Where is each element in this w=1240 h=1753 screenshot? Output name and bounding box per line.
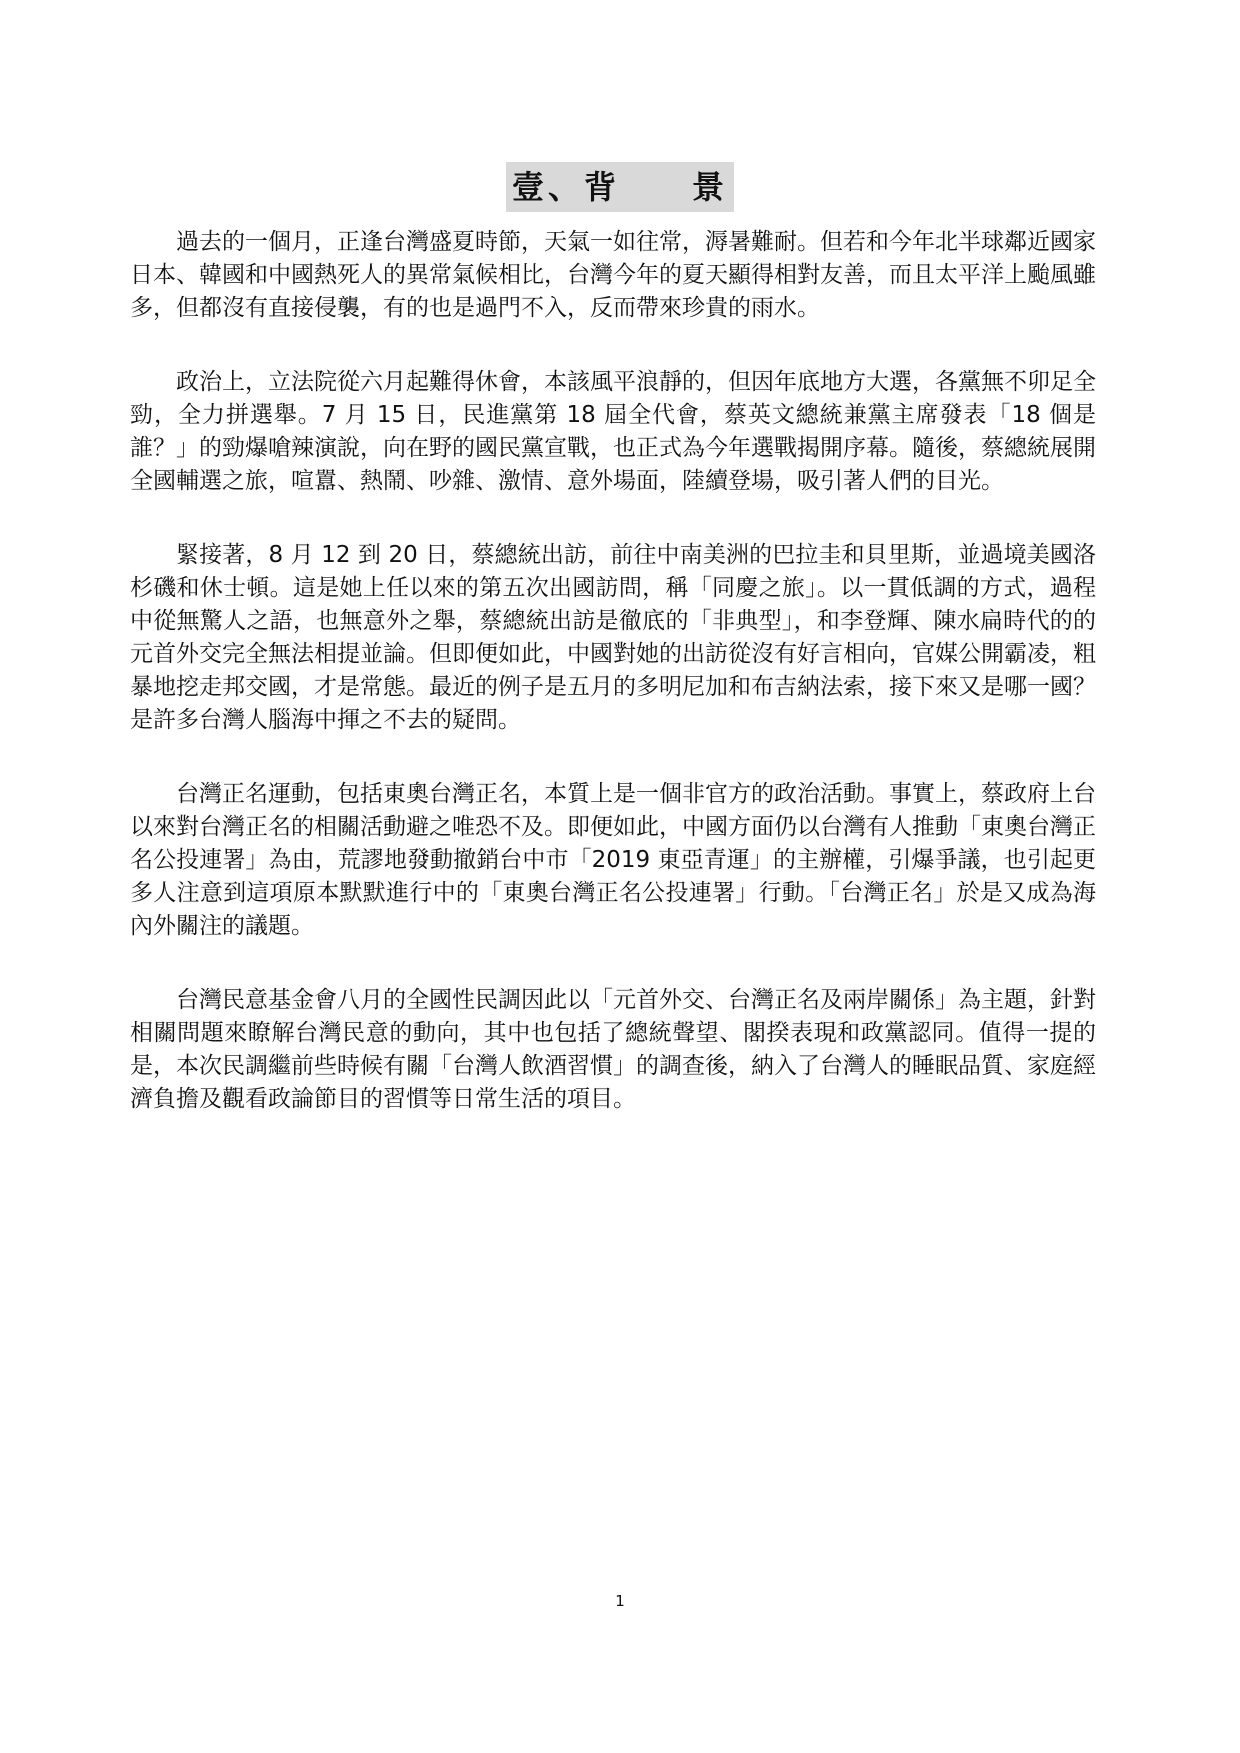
section-heading: 壹、背 景 [506, 162, 734, 212]
document-body [130, 226, 1096, 1157]
paragraph-4: 台灣正名運動，包括東奧台灣正名，本質上是一個非官方的政治活動。事實上，蔡政府上台以來對台灣正名的相關活動避之唯恐不及。即便如此，中國方面仍以台灣有人推動「東奧台灣正名公投連署」為由，荒謬地發動撤銷台中市「2019 東亞青運」的主辦權，引爆爭議，也引起更多人注意到這項原本默默進行中的「東奧台灣正名公投連署」行動。「台灣正名」於是又成為海內外關注的議題。 [130, 781, 1096, 939]
paragraph-1: 過去的一個月，正逢台灣盛夏時節，天氣一如往常，溽暑難耐。但若和今年北半球鄰近國家日本、韓國和中國熱死人的異常氣候相比，台灣今年的夏天顯得相對友善，而且太平洋上颱風雖多，但都沒有直接侵襲，有的也是過門不入，反而帶來珍貴的雨水。 [130, 229, 1096, 321]
paragraph-3: 緊接著，8 月 12 到 20 日，蔡總統出訪，前往中南美洲的巴拉圭和貝里斯，並過境美國洛杉磯和休士頓。這是她上任以來的第五次出國訪問，稱「同慶之旅」。以一貫低調的方式，過程中從無驚人之語，也無意外之舉，蔡總統出訪是徹底的「非典型」，和李登輝、陳水扁時代的的元首外交完全無法相提並論。但即便如此，中國對她的出訪從沒有好言相向，官媒公開霸凌，粗暴地挖走邦交國，才是常態。最近的例子是五月的多明尼加和布吉納法索，接下來又是哪一國？是許多台灣人腦海中揮之不去的疑問。 [130, 542, 1096, 733]
paragraph-2: 政治上，立法院從六月起難得休會，本該風平浪靜的，但因年底地方大選，各黨無不卯足全勁，全力拼選舉。7 月 15 日，民進黨第 18 屆全代會，蔡英文總統兼黨主席發表「18 個是誰？」的勁爆嗆辣演說，向在野的國民黨宣戰，也正式為今年選戰揭開序幕。隨後，蔡總統展開全國輔選之旅，喧囂、熱鬧、吵雜、激情、意外場面，陸續登場，吸引著人們的目光。 [130, 369, 1096, 494]
paragraph-5: 台灣民意基金會八月的全國性民調因此以「元首外交、台灣正名及兩岸關係」為主題，針對相關問題來瞭解台灣民意的動向，其中也包括了總統聲望、閣揆表現和政黨認同。值得一提的是，本次民調繼前些時候有關「台灣人飲酒習慣」的調查後，納入了台灣人的睡眠品質、家庭經濟負擔及觀看政論節目的習慣等日常生活的項目。 [130, 987, 1096, 1112]
page-number: 1 [615, 1592, 625, 1610]
section-heading-container [0, 162, 1240, 212]
